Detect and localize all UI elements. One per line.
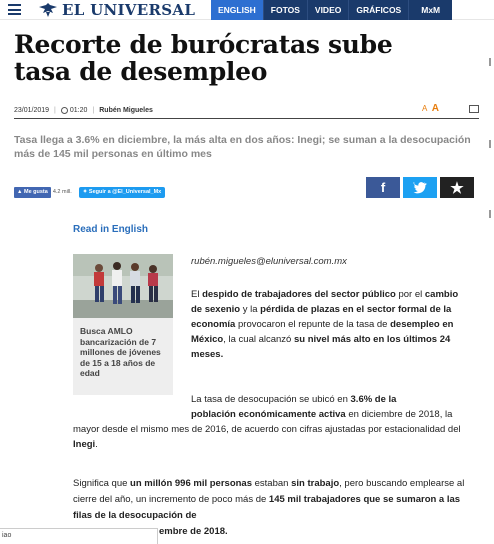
scroll-edge-mark	[489, 140, 491, 148]
favorite-button[interactable]	[440, 177, 474, 198]
font-increase-button[interactable]: A	[431, 103, 439, 114]
twitter-bird-icon: ✦	[82, 188, 89, 195]
twitter-bird-icon	[413, 182, 427, 194]
eagle-logo-icon	[38, 2, 58, 18]
meta-separator: |	[54, 106, 56, 114]
article-deck: Tasa llega a 3.6% en diciembre, la más alta en dos años: Inegi; se suman a la desocupación más de 145 mil personas en último mes	[14, 134, 471, 160]
facebook-like-button[interactable]: ▲ Me gusta	[14, 187, 51, 198]
article-date: 23/01/2019	[14, 106, 50, 114]
font-size-controls	[422, 103, 439, 114]
read-in-english-link[interactable]: Read in English	[73, 224, 149, 235]
nav-fotos[interactable]: FOTOS	[264, 0, 308, 20]
facebook-share-button[interactable]	[366, 177, 400, 198]
browser-status-bar: iao	[0, 528, 158, 544]
nav-mxm[interactable]: MxM	[409, 0, 452, 20]
article-author[interactable]: Rubén Migueles	[99, 106, 153, 114]
related-story-card[interactable]	[73, 254, 173, 395]
paragraph-1: El despido de trabajadores del sector público por el cambio de sexenio y la pérdida de plazas en el sector formal de la economía provocaron el repunte de la tasa de desempleo en México, la cual alcanzó su nivel más alto en los últimos 24 meses.	[191, 289, 459, 360]
like-count: 4.2 mill.	[52, 189, 72, 195]
top-bar	[0, 0, 494, 20]
paragraph-3: Significa que un millón 996 mil personas estaban sin trabajo, pero buscando emplearse al cierre del año, un incremento de poco más de 145 mil trabajadores que se sumaron a las filas de la desocupación de embre de 2018.	[73, 478, 465, 537]
facebook-icon: f	[380, 180, 386, 195]
logo-text: EL UNIVERSAL	[62, 1, 196, 19]
scroll-edge-mark	[489, 210, 491, 218]
meta-separator: |	[92, 106, 95, 114]
star-icon: ★	[450, 179, 464, 197]
article-meta	[14, 103, 479, 117]
related-story-image	[73, 254, 173, 318]
twitter-follow-button[interactable]: ✦ Seguir a @El_Universal_Mx	[79, 187, 165, 198]
font-decrease-button[interactable]: A	[421, 104, 428, 113]
site-logo[interactable]	[38, 1, 195, 19]
share-buttons	[366, 177, 474, 198]
nav-english[interactable]: ENGLISH	[211, 0, 264, 20]
social-follow-row	[14, 186, 165, 198]
people-photo	[73, 254, 173, 318]
meta-divider	[14, 118, 479, 119]
article-time: 01:20	[69, 106, 88, 114]
top-nav	[211, 0, 452, 20]
nav-video[interactable]: VIDEO	[308, 0, 349, 20]
scroll-edge-mark	[489, 58, 491, 66]
email-icon[interactable]	[469, 105, 479, 113]
author-email[interactable]: rubén.migueles@eluniversal.com.mx	[191, 256, 347, 267]
nav-graficos[interactable]: GRÁFICOS	[349, 0, 409, 20]
related-story-caption: Busca AMLO bancarización de 7 millones de jóvenes de 15 a 18 años de edad	[80, 326, 161, 378]
menu-icon[interactable]	[8, 4, 21, 15]
twitter-share-button[interactable]	[403, 177, 437, 198]
thumbs-up-icon: ▲	[17, 188, 24, 195]
clock-icon	[61, 107, 68, 114]
article-headline: Recorte de burócratas sube tasa de desempleo	[14, 30, 393, 86]
paragraph-2: La tasa de desocupación se ubicó en 3.6% de la población económicamente activa en diciembre de 2018, la mayor desde el mismo mes de 2016, de acuerdo con cifras ajustadas por estacionalidad del Inegi.	[73, 394, 461, 450]
